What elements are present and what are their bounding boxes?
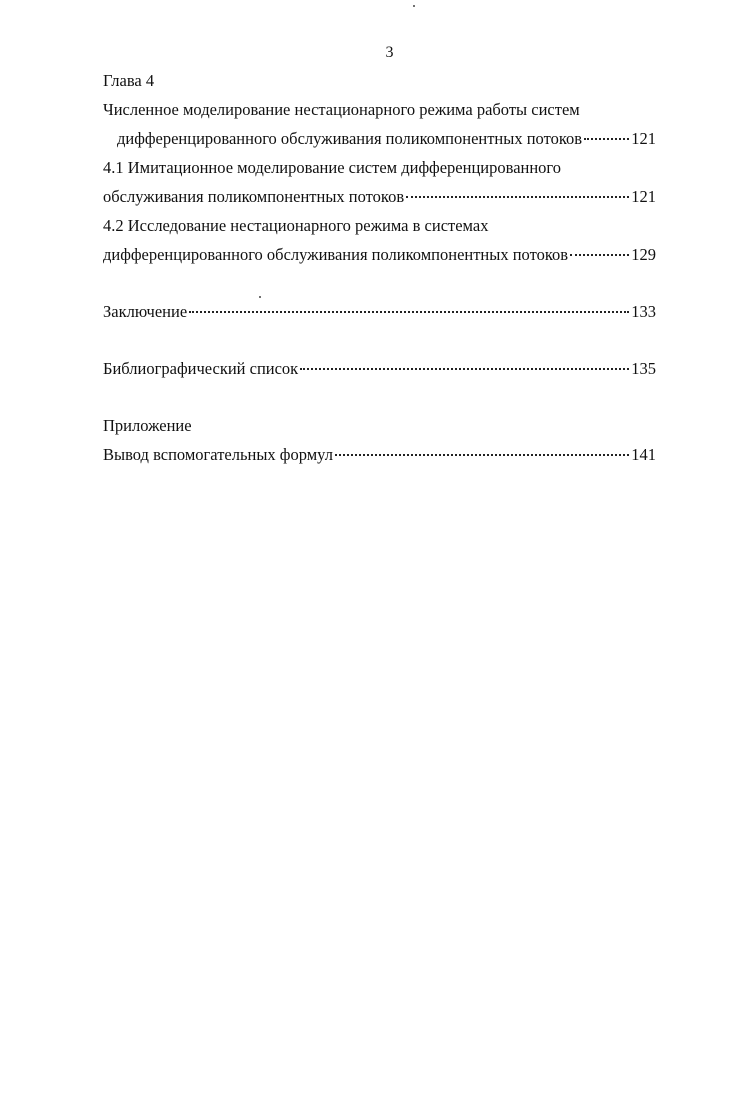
table-of-contents [103, 66, 656, 469]
chapter-heading: Глава 4 [103, 71, 155, 90]
scan-speck [413, 5, 415, 7]
dot-leader [570, 254, 629, 256]
page-number: 3 [385, 44, 394, 61]
dot-leader [335, 454, 629, 456]
toc-entry-conclusion [103, 297, 656, 326]
spacer [103, 383, 656, 411]
toc-entry-label: Заключение [103, 302, 188, 321]
spacer [103, 326, 656, 354]
spacer [103, 269, 656, 297]
toc-entry-section-4-2 [103, 240, 656, 269]
dot-leader [300, 368, 629, 370]
toc-entry-page: 121 [631, 129, 656, 148]
toc-entry-bibliography [103, 354, 656, 383]
chapter-title-line: Численное моделирование нестационарного режима работы систем [103, 100, 580, 119]
toc-entry-page: 133 [631, 302, 656, 321]
dot-leader [189, 311, 629, 313]
toc-entry-label: обслуживания поликомпонентных потоков [103, 187, 405, 206]
appendix-heading: Приложение [103, 416, 192, 435]
toc-entry-appendix [103, 440, 656, 469]
toc-entry-label: дифференцированного обслуживания поликомпонентных потоков [103, 245, 569, 264]
toc-entry-label: Библиографический список [103, 359, 299, 378]
toc-entry-page: 121 [631, 187, 656, 206]
section-title-line: 4.1 Имитационное моделирование систем дифференцированного [103, 158, 562, 177]
toc-entry-label: дифференцированного обслуживания поликомпонентных потоков [117, 129, 583, 148]
toc-entry-page: 141 [631, 445, 656, 464]
toc-entry-page: 135 [631, 359, 656, 378]
toc-entry-section-4-1 [103, 182, 656, 211]
toc-entry-chapter-4 [103, 124, 656, 153]
dot-leader [406, 196, 629, 198]
toc-entry-label: Вывод вспомогательных формул [103, 445, 333, 464]
dot-leader [584, 138, 629, 140]
section-title-line: 4.2 Исследование нестационарного режима в системах [103, 216, 489, 235]
toc-entry-page: 129 [631, 245, 656, 264]
